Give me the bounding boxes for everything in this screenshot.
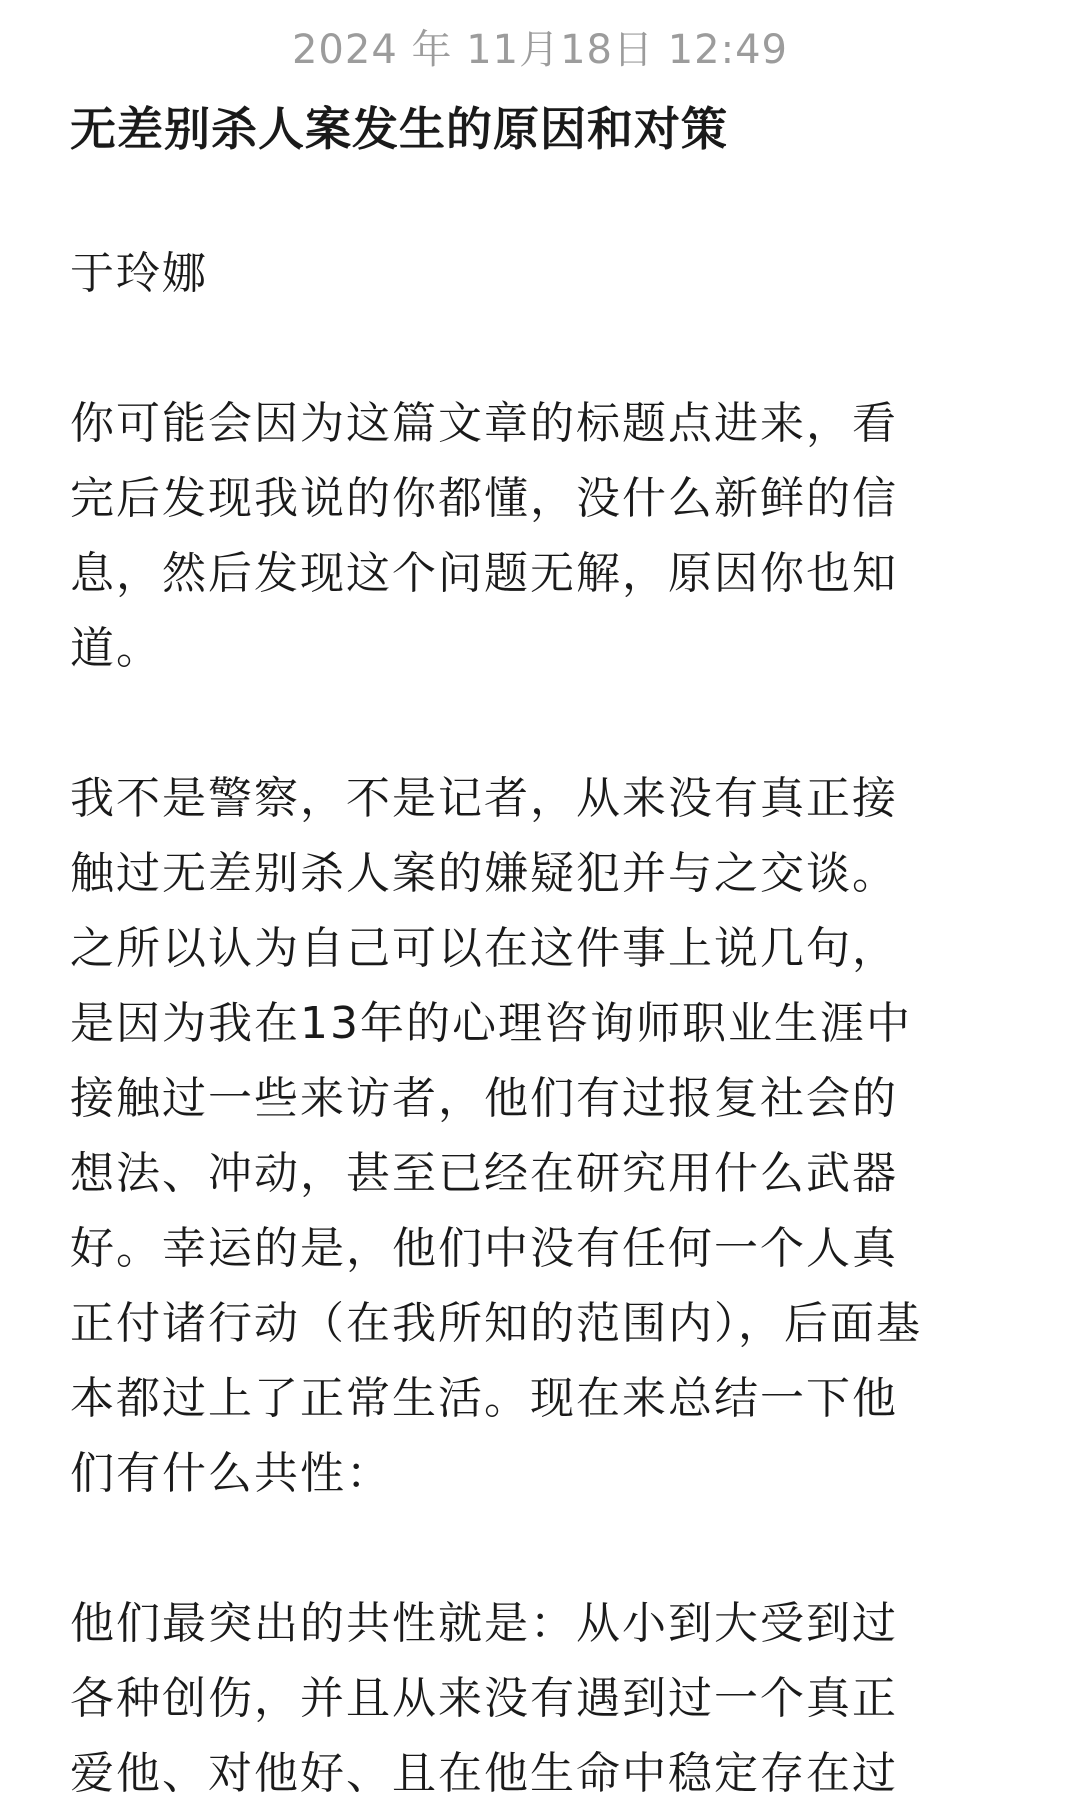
paragraph-line: 正付诸行动（在我所知的范围内），后面基 — [70, 1298, 922, 1349]
author-name: 于玲娜 — [70, 248, 208, 299]
paragraph-line: 他们最突出的共性就是：从小到大受到过 — [70, 1598, 898, 1649]
paragraph-line: 们有什么共性： — [70, 1448, 392, 1499]
paragraph-line: 接触过一些来访者，他们有过报复社会的 — [70, 1073, 898, 1124]
paragraph-line: 我不是警察，不是记者，从来没有真正接 — [70, 773, 898, 824]
paragraph-1 — [70, 386, 970, 686]
note-title: 无差别杀人案发生的原因和对策 — [70, 102, 728, 156]
paragraph-3 — [70, 1586, 970, 1811]
paragraph-line: 息，然后发现这个问题无解，原因你也知 — [70, 548, 898, 599]
paragraph-line: 完后发现我说的你都懂，没什么新鲜的信 — [70, 473, 898, 524]
paragraph-line: 触过无差别杀人案的嫌疑犯并与之交谈。 — [70, 848, 898, 899]
note-timestamp: 2024 年 11月18日 12:49 — [291, 27, 788, 73]
note-body[interactable] — [70, 236, 970, 1811]
paragraph-line: 各种创伤，并且从来没有遇到过一个真正 — [70, 1673, 898, 1724]
paragraph-line: 爱他、对他好、且在他生命中稳定存在过 — [70, 1748, 898, 1799]
paragraph-line: 好。幸运的是，他们中没有任何一个人真 — [70, 1223, 898, 1274]
paragraph-line: 想法、冲动，甚至已经在研究用什么武器 — [70, 1148, 898, 1199]
paragraph-line: 是因为我在13年的心理咨询师职业生涯中 — [70, 998, 912, 1049]
paragraph-line: 道。 — [70, 623, 162, 674]
paragraph-line: 本都过上了正常生活。现在来总结一下他 — [70, 1373, 898, 1424]
paragraph-line: 你可能会因为这篇文章的标题点进来，看 — [70, 398, 898, 449]
paragraph-line: 之所以认为自己可以在这件事上说几句， — [70, 923, 898, 974]
paragraph-2 — [70, 761, 970, 1511]
